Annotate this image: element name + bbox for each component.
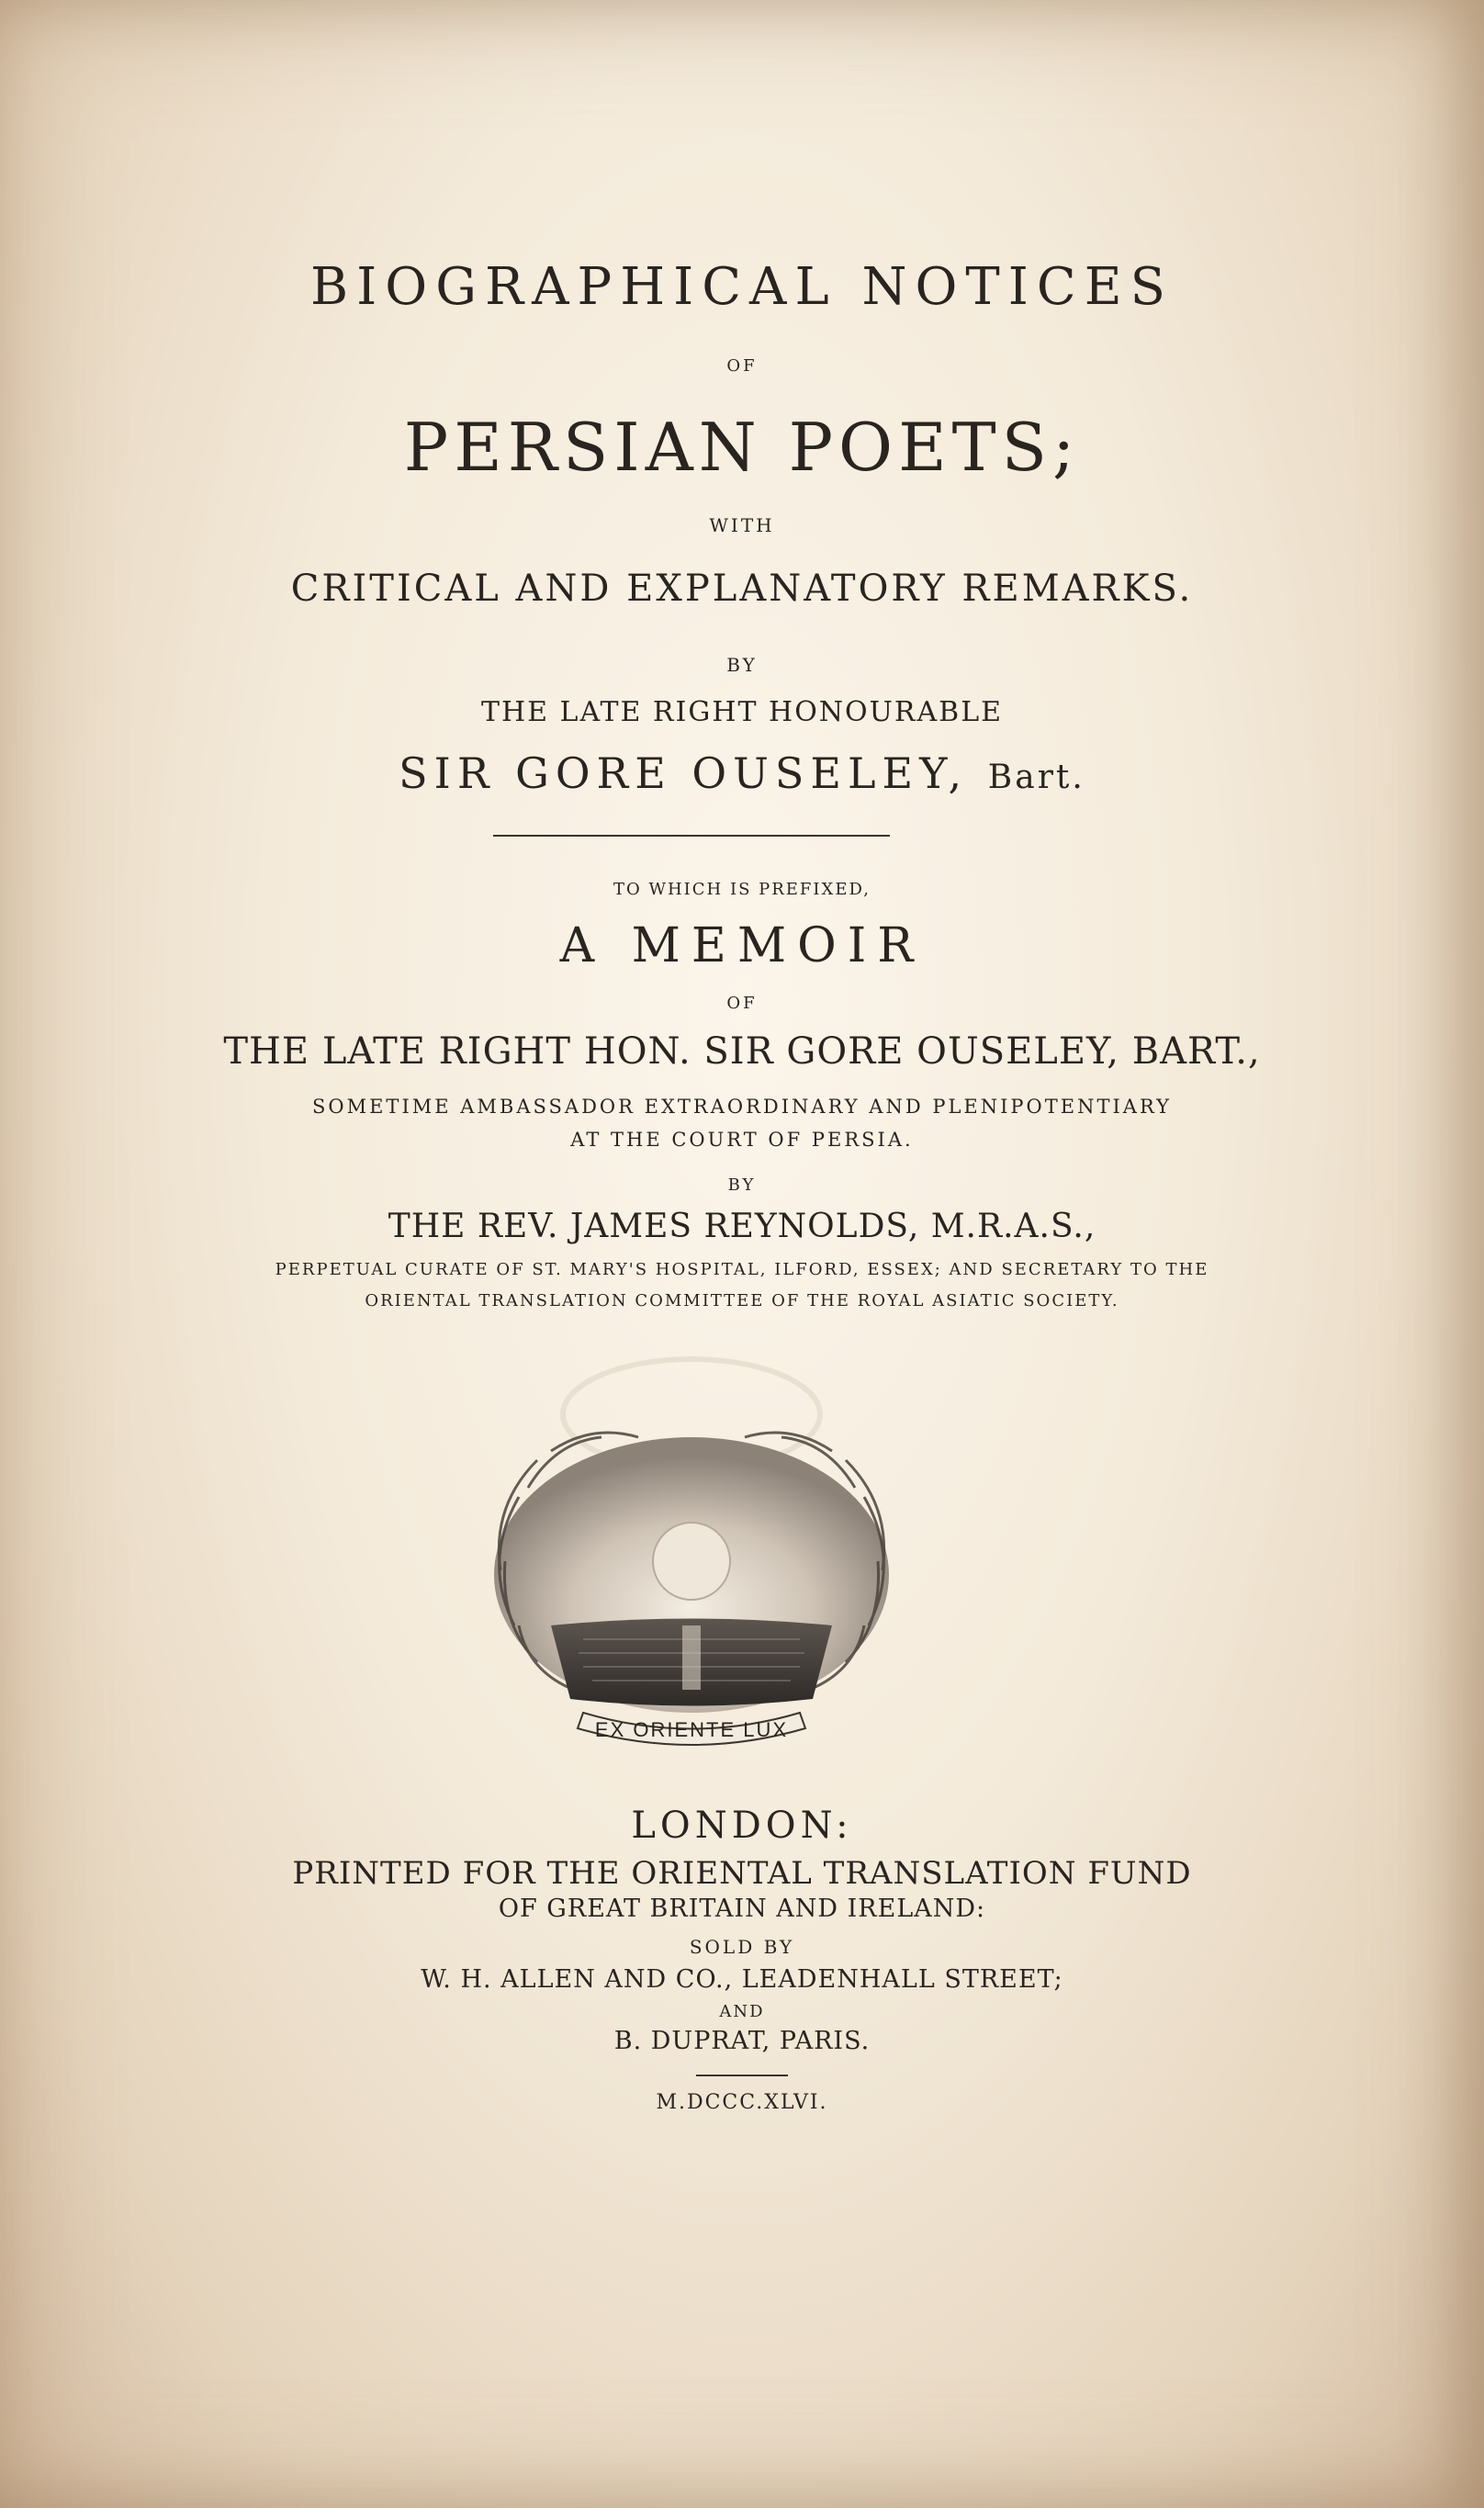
author-prefix: THE LATE RIGHT HONOURABLE xyxy=(480,696,1004,728)
subject-description-2: AT THE COURT OF PERSIA. xyxy=(570,1129,914,1151)
memoir-author-description-2: ORIENTAL TRANSLATION COMMITTEE OF THE ROYAL ASIATIC SOCIETY. xyxy=(365,1291,1119,1310)
imprint-year: M.DCCC.XLVI. xyxy=(656,2091,828,2114)
imprint-sold-by: SOLD BY xyxy=(689,1936,795,1958)
memoir-author-description-1: PERPETUAL CURATE OF ST. MARY'S HOSPITAL, ILFORD, ESSEX; AND SECRETARY TO THE xyxy=(275,1260,1209,1279)
imprint-rule xyxy=(696,2075,788,2076)
of-connector: OF xyxy=(726,356,758,376)
sunrise-emblem-icon xyxy=(464,1350,919,1754)
imprint-seller-1: W. H. ALLEN AND CO., LEADENHALL STREET; xyxy=(421,1965,1063,1994)
with-connector: WITH xyxy=(709,514,775,536)
author-line xyxy=(0,748,1484,798)
subject-description-1: SOMETIME AMBASSADOR EXTRAORDINARY AND PLENIPOTENTIARY xyxy=(312,1096,1172,1118)
memoir-title: A MEMOIR xyxy=(559,918,925,973)
book-title-line1: BIOGRAPHICAL NOTICES xyxy=(310,257,1174,317)
imprint-and: AND xyxy=(719,2002,765,2021)
memoir-subject: THE LATE RIGHT HON. SIR GORE OUSELEY, BART., xyxy=(223,1030,1261,1073)
of-connector-2: OF xyxy=(726,994,758,1013)
imprint-seller-2: B. DUPRAT, PARIS. xyxy=(613,2027,871,2055)
author-name: SIR GORE OUSELEY, xyxy=(399,748,969,798)
author-suffix: Bart. xyxy=(987,759,1085,796)
book-title-line2: PERSIAN POETS; xyxy=(403,409,1081,486)
imprint-city: LONDON: xyxy=(631,1805,853,1847)
emblem-motto: EX ORIENTE LUX xyxy=(594,1718,789,1741)
memoir-author: THE REV. JAMES REYNOLDS, M.R.A.S., xyxy=(388,1208,1096,1245)
imprint-printed-for: PRINTED FOR THE ORIENTAL TRANSLATION FUND xyxy=(292,1855,1192,1892)
prefixed-note: TO WHICH IS PREFIXED, xyxy=(613,880,871,899)
by-connector-2: BY xyxy=(727,1175,757,1195)
divider-rule xyxy=(493,835,890,837)
imprint-great-britain: OF GREAT BRITAIN AND IRELAND: xyxy=(498,1895,986,1923)
by-connector: BY xyxy=(726,654,758,676)
book-subtitle: CRITICAL AND EXPLANATORY REMARKS. xyxy=(290,568,1194,610)
